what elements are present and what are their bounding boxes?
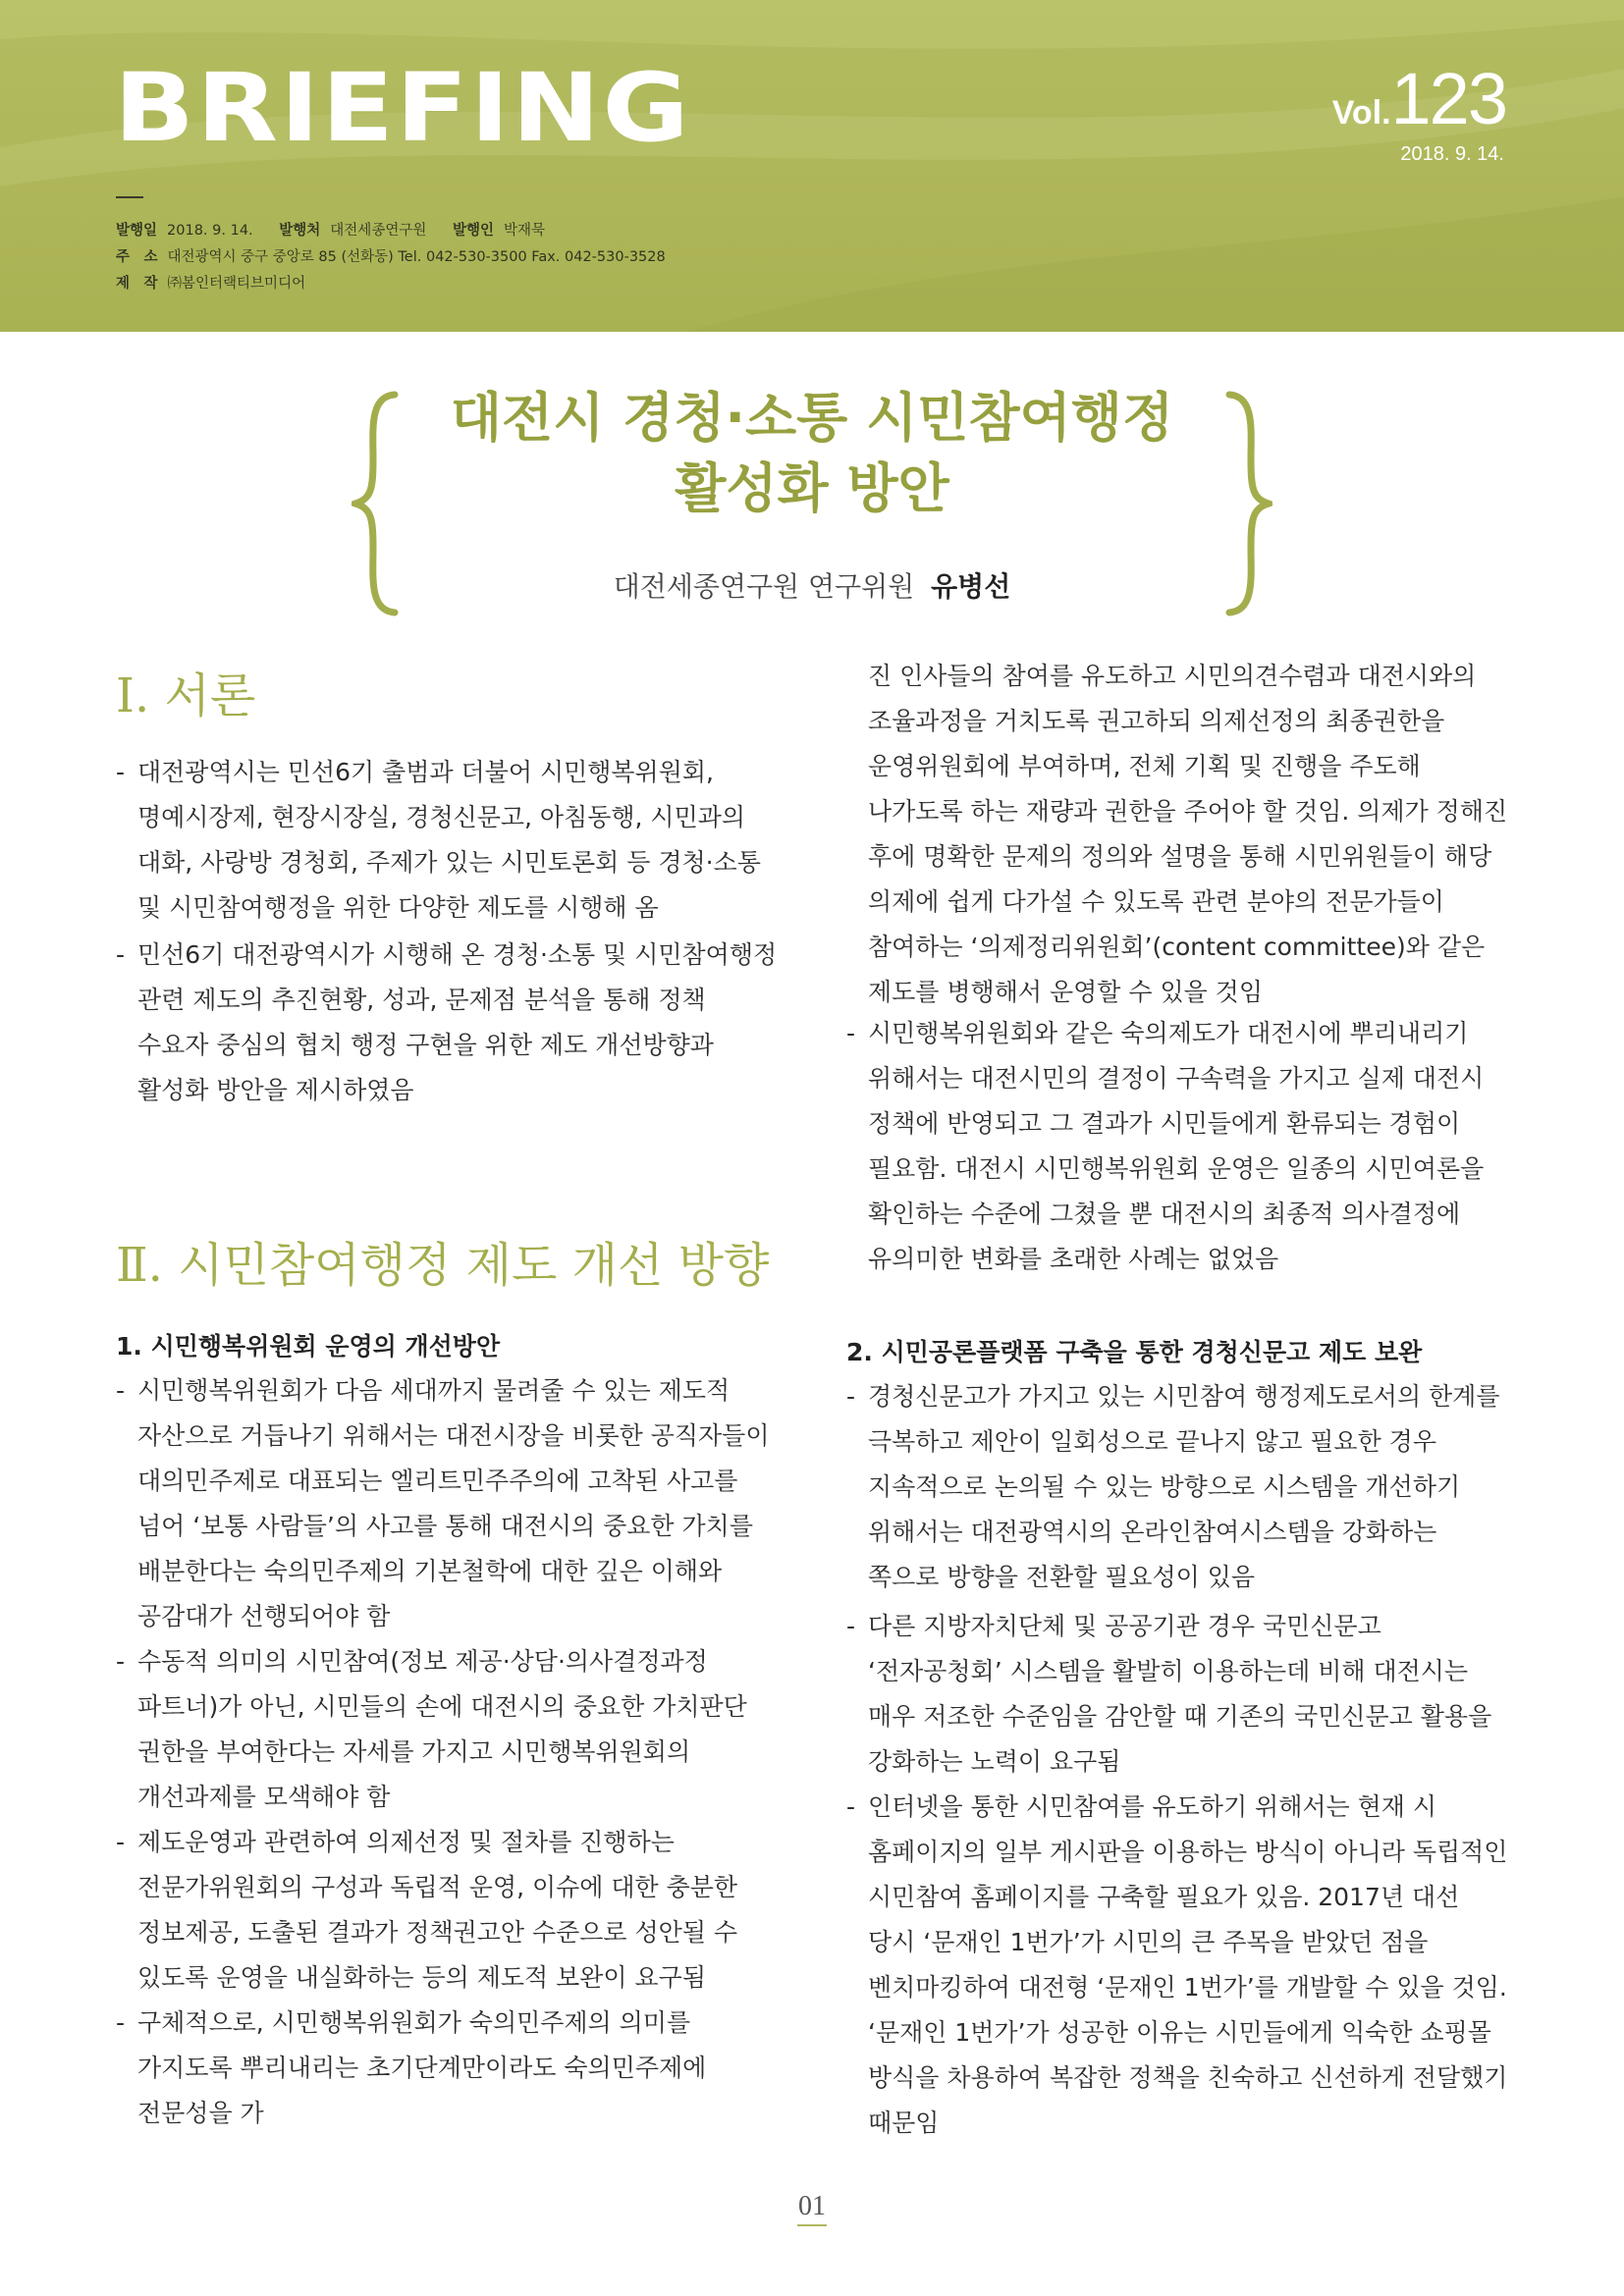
paragraph-1-5 [846,1011,1510,1282]
paragraph-1-1 [116,1368,780,1639]
section-heading-improvement: Ⅱ. 시민참여행정 제도 개선 방향 [116,1238,770,1293]
issuer-value: 박재묵 [504,223,546,239]
bullet: - [846,1019,856,1047]
producer-value: ㈜봄인터랙티브미디어 [167,276,306,292]
header-band [0,0,1624,332]
bullet: - [846,1612,856,1640]
publisher-key: 발행처 [279,223,321,239]
paragraph-text: 민선6기 대전광역시가 시행해 온 경청·소통 및 시민참여행정 관련 제도의 추진현황, 성과, 문제점 분석을 통해 정책 수요자 중심의 협치 행정 구현을 위한 제도 개선방향과 활성화 방안을 제시하였음 [137,940,778,1104]
paragraph-text: 시민행복위원회가 다음 세대까지 물려줄 수 있는 제도적 자산으로 거듭나기 위해서는 대전시장을 비롯한 공직자들이 대의민주제로 대표되는 엘리트민주주의에 고착된 사고를 넘어 ‘보통 사람들’의 사고를 통해 대전시의 중요한 가치를 배분한다는 숙의민주제의 기본철학에 대한 깊은 이해와 공감대가 선행되어야 함 [137,1376,770,1630]
bullet: - [116,1828,126,1856]
page-number: 01 [798,2191,826,2221]
page-number-underline [797,2224,827,2226]
paragraph-2-1 [846,1374,1510,1600]
paragraph-text: 진 인사들의 참여를 유도하고 시민의견수렴과 대전시와의 조율과정을 거치도록 권고하되 의제선정의 최종권한을 운영위원회에 부여하며, 전체 기획 및 진행을 주도해 나가도록 하는 재량과 권한을 주어야 할 것임. 의제가 정해진 후에 명확한 문제의 정의와 설명을 통해 시민위원들이 해당 의제에 쉽게 다가설 수 있도록 관련 분야의 전문가들이 참여하는 ‘의제정리위원회’(content committee)와 같은 제도를 병행해서 운영할 수 있을 것임 [868,662,1508,1006]
paragraph-1-4-continued [846,654,1510,1015]
paragraph-intro-2 [116,933,780,1113]
publisher-value: 대전세종연구원 [330,223,427,239]
bullet: - [846,1792,856,1821]
publication-info [116,218,666,297]
paragraph-text: 구체적으로, 시민행복위원회가 숙의민주제의 의미를 가지도록 뿌리내리는 초기단계만이라도 숙의민주제에 전문성을 가 [137,2008,707,2127]
author-name: 유병선 [931,570,1011,603]
brand-logo: BRIEFING [114,53,691,163]
bullet: - [116,940,126,969]
bullet: - [846,1382,856,1411]
author-line [334,565,1290,605]
bullet: - [116,758,126,786]
title-line-1: 대전시 경청·소통 시민참여행정 [450,387,1174,449]
volume-label: Vol. [1331,94,1391,132]
pub-row-3 [116,271,666,297]
paragraph-1-2 [116,1639,780,1820]
bullet: - [116,1376,126,1405]
section-heading-intro: Ⅰ. 서론 [116,668,256,723]
paragraph-text: 수동적 의미의 시민참여(정보 제공·상담·의사결정과정 파트너)가 아닌, 시민들의 손에 대전시의 중요한 가치판단 권한을 부여한다는 자세를 가지고 시민행복위원회의 개선과제를 모색해야 함 [137,1647,747,1811]
paragraph-intro-1 [116,750,780,931]
bullet: - [116,2008,126,2037]
volume-value: 123 [1390,58,1506,139]
paragraph-text: 대전광역시는 민선6기 출범과 더불어 시민행복위원회, 명예시장제, 현장시장실, 경청신문고, 아침동행, 시민과의 대화, 사랑방 경청회, 주제가 있는 시민토론회 등 경청·소통 및 시민참여행정을 위한 다양한 제도를 시행해 옴 [137,758,761,922]
issue-date: 2018. 9. 14. [1400,143,1504,165]
subheading-2: 2. 시민공론플랫폼 구축을 통한 경청신문고 제도 보완 [846,1338,1423,1366]
paragraph-text: 제도운영과 관련하여 의제선정 및 절차를 진행하는 전문가위원회의 구성과 독립적 운영, 이슈에 대한 충분한 정보제공, 도출된 결과가 정책권고안 수준으로 성안될 수 있도록 운영을 내실화하는 등의 제도적 보완이 요구됨 [137,1828,738,1992]
subheading-1: 1. 시민행복위원회 운영의 개선방안 [116,1332,501,1361]
pub-row-1 [116,218,666,244]
pub-row-2 [116,244,666,271]
pub-date-key: 발행일 [116,223,158,239]
title-line-2: 활성화 방안 [675,457,949,519]
paragraph-text: 시민행복위원회와 같은 숙의제도가 대전시에 뿌리내리기 위해서는 대전시민의 결정이 구속력을 가지고 실제 대전시 정책에 반영되고 그 결과가 시민들에게 환류되는 경험이 필요함. 대전시 시민행복위원회 운영은 일종의 시민여론을 확인하는 수준에 그쳤을 뿐 대전시의 최종적 의사결정에 유의미한 변화를 초래한 사례는 없었음 [868,1019,1485,1273]
title-block [334,373,1290,618]
paragraph-2-2 [846,1604,1510,1785]
address-key: 주 소 [116,249,158,265]
header-divider [116,196,143,198]
paragraph-text: 다른 지방자치단체 및 공공기관 경우 국민신문고 ‘전자공청회’ 시스템을 활발히 이용하는데 비해 대전시는 매우 저조한 수준임을 감안할 때 기존의 국민신문고 활용을 강화하는 노력이 요구됨 [868,1612,1492,1776]
paragraph-2-3 [846,1785,1510,2146]
paragraph-text: 경청신문고가 가지고 있는 시민참여 행정제도로서의 한계를 극복하고 제안이 일회성으로 끝나지 않고 필요한 경우 지속적으로 논의될 수 있는 방향으로 시스템을 개선하기 위해서는 대전광역시의 온라인참여시스템을 강화하는 쪽으로 방향을 전환할 필요성이 있음 [868,1382,1500,1591]
issuer-key: 발행인 [452,223,494,239]
producer-key: 제 작 [116,276,158,292]
author-org: 대전세종연구원 연구위원 [613,570,915,603]
paragraph-1-4 [116,2001,780,2136]
paragraph-1-3 [116,1820,780,2001]
volume-number [1332,57,1506,140]
bullet: - [116,1647,126,1676]
pub-date-value: 2018. 9. 14. [167,223,253,239]
paragraph-text: 인터넷을 통한 시민참여를 유도하기 위해서는 현재 시 홈페이지의 일부 게시판을 이용하는 방식이 아니라 독립적인 시민참여 홈페이지를 구축할 필요가 있음. 2017년 대선 당시 ‘문재인 1번가’가 시민의 큰 주목을 받았던 점을 벤치마킹하여 대전형 ‘문재인 1번가’를 개발할 수 있을 것임. ‘문재인 1번가’가 성공한 이유는 시민들에게 익숙한 쇼핑몰 방식을 차용하여 복잡한 정책을 친숙하고 신선하게 전달했기 때문임 [868,1792,1508,2137]
address-value: 대전광역시 중구 중앙로 85 (선화동) Tel. 042-530-3500 Fax. 042-530-3528 [167,249,666,265]
page-title [334,383,1290,524]
